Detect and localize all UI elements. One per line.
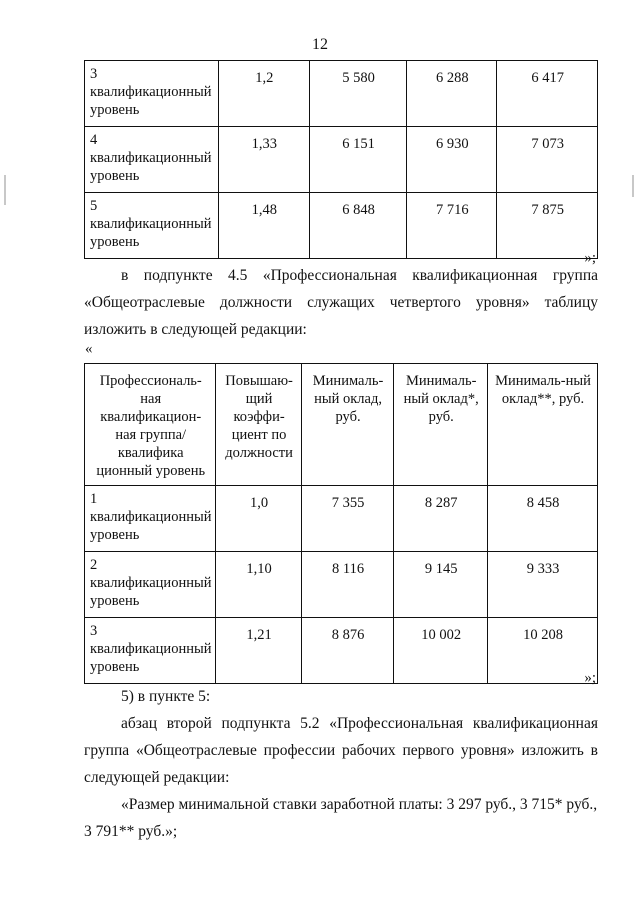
table-row bbox=[85, 618, 598, 684]
salary-table-continued bbox=[84, 60, 598, 259]
min-salary-star-cell: 8 287 bbox=[394, 486, 488, 552]
min-salary-star-cell: 10 002 bbox=[394, 618, 488, 684]
salary-table-level-4 bbox=[84, 363, 598, 684]
min-salary-star-cell: 6 288 bbox=[407, 61, 497, 127]
coefficient-cell: 1,2 bbox=[218, 61, 309, 127]
min-salary-cell: 8 876 bbox=[301, 618, 394, 684]
paragraph-line: абзац второй подпункта 5.2 «Профессиональная квалификационная bbox=[121, 715, 598, 732]
coefficient-cell: 1,10 bbox=[216, 552, 301, 618]
min-salary-cell: 6 848 bbox=[309, 193, 407, 259]
min-salary-cell: 5 580 bbox=[309, 61, 407, 127]
level-cell: 3 квалификационный уровень bbox=[85, 61, 219, 127]
closing-quote: »; bbox=[584, 250, 596, 266]
min-salary-cell: 6 151 bbox=[309, 127, 407, 193]
min-salary-star-cell: 6 930 bbox=[407, 127, 497, 193]
opening-quote: « bbox=[85, 341, 93, 357]
scan-artifact bbox=[632, 175, 634, 197]
table-row bbox=[85, 486, 598, 552]
coefficient-cell: 1,33 bbox=[218, 127, 309, 193]
min-salary-cell: 8 116 bbox=[301, 552, 394, 618]
coefficient-cell: 1,21 bbox=[216, 618, 301, 684]
table-row bbox=[85, 127, 598, 193]
page-number: 12 bbox=[312, 36, 328, 53]
table-row bbox=[85, 193, 598, 259]
level-cell: 3 квалификационный уровень bbox=[85, 618, 216, 684]
item-heading: 5) в пункте 5: bbox=[121, 688, 211, 705]
wage-text-line: «Размер минимальной ставки заработной платы: 3 297 руб., 3 715* руб., bbox=[121, 796, 598, 813]
column-header: Профессиональ-ная квалификацион-ная группа/квалифика ционный уровень bbox=[85, 364, 216, 486]
min-salary-cell: 7 355 bbox=[301, 486, 394, 552]
paragraph-line: изложить в следующей редакции: bbox=[84, 321, 307, 338]
table-row bbox=[85, 61, 598, 127]
min-salary-2star-cell: 10 208 bbox=[488, 618, 598, 684]
min-salary-star-cell: 9 145 bbox=[394, 552, 488, 618]
closing-quote: »; bbox=[584, 670, 596, 686]
level-cell: 4 квалификационный уровень bbox=[85, 127, 219, 193]
level-cell: 1 квалификационный уровень bbox=[85, 486, 216, 552]
paragraph-line: «Общеотраслевые должности служащих четвертого уровня» таблицу bbox=[84, 294, 598, 311]
wage-text-line: 3 791** руб.»; bbox=[84, 823, 178, 840]
level-cell: 2 квалификационный уровень bbox=[85, 552, 216, 618]
paragraph-line: в подпункте 4.5 «Профессиональная квалификационная группа bbox=[121, 267, 598, 284]
scan-artifact bbox=[4, 175, 6, 205]
column-header: Минималь-ный оклад*, руб. bbox=[394, 364, 488, 486]
column-header: Повышаю-щий коэффи-циент по должности bbox=[216, 364, 301, 486]
min-salary-2star-cell: 6 417 bbox=[497, 61, 598, 127]
table-header-row bbox=[85, 364, 598, 486]
coefficient-cell: 1,48 bbox=[218, 193, 309, 259]
column-header: Минималь-ный оклад**, руб. bbox=[488, 364, 598, 486]
min-salary-2star-cell: 9 333 bbox=[488, 552, 598, 618]
min-salary-star-cell: 7 716 bbox=[407, 193, 497, 259]
coefficient-cell: 1,0 bbox=[216, 486, 301, 552]
paragraph-line: группа «Общеотраслевые профессии рабочих первого уровня» изложить в bbox=[84, 742, 598, 759]
min-salary-2star-cell: 7 073 bbox=[497, 127, 598, 193]
column-header: Минималь-ный оклад, руб. bbox=[301, 364, 394, 486]
paragraph-line: следующей редакции: bbox=[84, 769, 230, 786]
min-salary-2star-cell: 8 458 bbox=[488, 486, 598, 552]
level-cell: 5 квалификационный уровень bbox=[85, 193, 219, 259]
table-row bbox=[85, 552, 598, 618]
min-salary-2star-cell: 7 875 bbox=[497, 193, 598, 259]
